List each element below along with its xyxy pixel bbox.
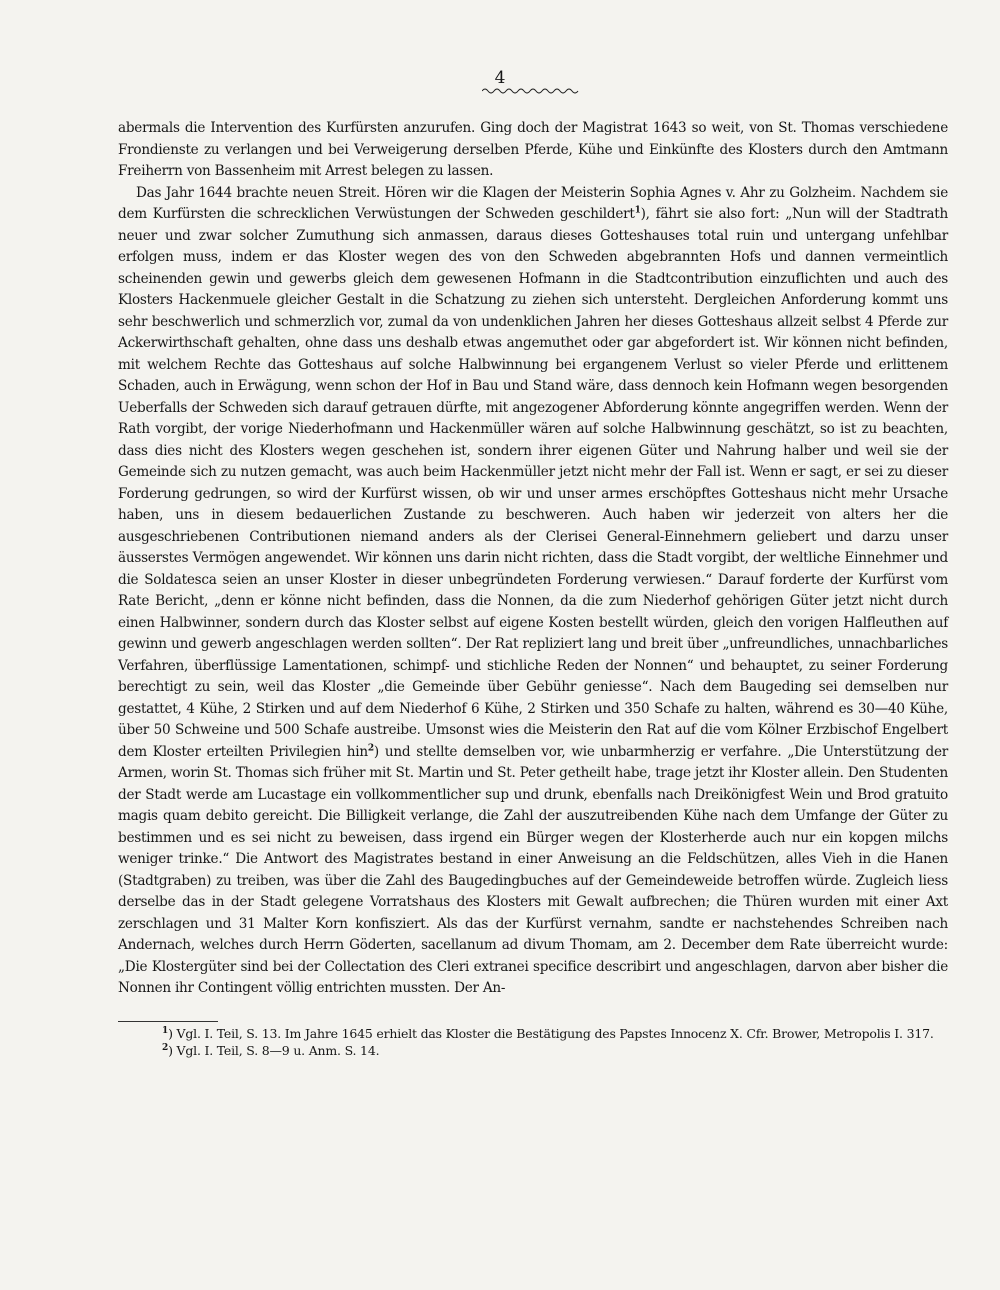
paragraph-2-part-a: Das Jahr 1644 brachte neuen Streit. Hören wir die Klagen der Meisterin Sophia Agnes v. Ahr zu Golzheim. Nachdem sie dem Kurfürsten die schrecklichen Verwüstungen der Schweden geschildert <box>118 184 948 222</box>
paragraph-2-part-b: ), fährt sie also fort: „Nun will der Stadtrath neuer und zwar solcher Zumuthung sich anmassen, daraus dieses Gotteshauses total ruin und untergang unfehlbar erfolgen muss, indem er das Kloster wegen des von den Schweden abgebrannten Hofs und dannen vermeintlich scheinenden gewin und gewerbs gleich dem gewesenen Hofmann in die Stadtcontribution einzuflichten und auch des Klosters Hackenmuele gleicher Gestalt in die Schatzung zu ziehen sich untersteht. Dergleichen Anforderung kommt uns sehr beschwerlich und schmerzlich vor, zumal da von undenklichen Jahren her dieses Gotteshaus allzeit selbst 4 Pferde zur Ackerwirthschaft gehalten, ohne dass uns deshalb etwas angemuthet oder gar abgefordert ist. Wir können nicht befinden, mit welchem Rechte das Gotteshaus auf solche Halbwinnung bei ergangenem Verlust so vieler Pferde und erlittenem Schaden, auch in Erwägung, wenn schon der Hof in Bau und Stand wäre, dass dennoch kein Hofmann wegen besorgenden Ueberfalls der Schweden sich darauf getrauen dürfte, mit angezogener Abforderung könnte angegriffen werden. Wenn der Rath vorgibt, der vorige Niederhofmann und Hackenmüller wären auf solche Halbwinnung geschätzt, so ist zu beachten, dass dies nicht des Klosters wegen geschehen ist, sondern ihrer eigenen Güter und Nahrung halber und weil sie der Gemeinde sich zu nutzen gemacht, was auch beim Hackenmüller jetzt nicht mehr der Fall ist. Wenn er sagt, er sei zu dieser Forderung gedrungen, so wird der Kurfürst wissen, ob wir und unser armes erschöpftes Gotteshaus nicht mehr Ursache haben, uns in diesem bedauerlichen Zustande zu beschweren. Auch haben wir jederzeit von alters her die ausgeschriebenen Contributionen niemand anders als der Clerisei General-Einnehmern geliebert und darzu unser äusserstes Vermögen angewendet. Wir können uns darin nicht richten, dass die Stadt vorgibt, der weltliche Einnehmer und die Soldatesca seien an unser Kloster in dieser unbegründeten Forderung verwiesen.“ Darauf forderte der Kurfürst vom Rate Bericht, „denn er könne nicht befinden, dass die Nonnen, da die zum Niederhof gehörigen Güter jetzt nicht durch einen Halbwinner, sondern durch das Kloster selbst auf eigene Kosten bestellt würden, gleich den vorigen Halfleuthen auf gewinn und gewerb angeschlagen werden sollten“. Der Rat repliziert lang und breit über „unfreundliches, unnachbarliches Verfahren, überflüssige Lamentationen, schimpf- und stichliche Reden der Nonnen“ und behauptet, zu seiner Forderung berechtigt zu sein, weil das Kloster „die Gemeinde über Gebühr geniesse“. Nach dem Baugeding sei demselben nur gestattet, 4 Kühe, 2 Stirken und auf dem Niederhof 6 Kühe, 2 Stirken und 350 Schafe zu halten, während es 30—40 Kühe, über 50 Schweine und 500 Schafe austreibe. Umsonst wies die Meisterin den Rat auf die vom Kölner Erzbischof Engelbert dem Kloster erteilten Privilegien hin <box>118 206 948 760</box>
footnote-ref-2: 2 <box>367 742 374 753</box>
paragraph-2-part-c: ) und stellte demselben vor, wie unbarmherzig er verfahre. „Die Unterstützung der Armen, worin St. Thomas sich früher mit St. Martin und St. Peter getheilt habe, trage jetzt ihr Kloster allein. Den Studenten der Stadt werde am Lucastage ein vollkommentlicher sup und drunk, ebenfalls nach Dreikönigfest Wein und Brod gratuito magis quam debito gereicht. Die Billigkeit verlange, die Zahl der auszutreibenden Kühe nach dem Umfange der Güter zu bestimmen und es sei nicht zu beweisen, dass irgend ein Bürger wegen der Klosterherde auch nur ein kopgen milchs weniger trinke.“ Die Antwort des Magistrates bestand in einer Anweisung an die Feldschützen, alles Vieh in die Hanen (Stadtgraben) zu treiben, was über die Zahl des Baugedingbuches auf der Gemeindeweide betroffen würde. Zugleich liess derselbe das in der Stadt gelegene Vorratshaus des Klosters mit Gewalt aufbrechen; die Thüren wurden mit einer Axt zerschlagen und 31 Malter Korn konfisziert. Als das der Kurfürst vernahm, sandte er nachstehendes Schreiben nach Andernach, welches durch Herrn Göderten, sacellanum ad divum Thomam, am 2. December dem Rate überreicht wurde: „Die Klostergüter sind bei der Collectation des Cleri extranei specifice describirt und angeschlagen, darvon aber bisher die Nonnen ihr Contingent völlig entrichten mussten. Der An- <box>118 743 948 996</box>
footnote-divider <box>118 1021 218 1022</box>
body-text <box>118 118 948 1000</box>
footnote-2-text: ) Vgl. I. Teil, S. 8—9 u. Anm. S. 14. <box>168 1043 380 1058</box>
footnotes <box>118 1026 948 1060</box>
wavy-rule-ornament <box>482 86 582 96</box>
footnote-2 <box>118 1043 948 1059</box>
page-number: 4 <box>494 68 506 88</box>
footnote-1 <box>118 1026 948 1042</box>
paragraph-2 <box>118 183 948 1000</box>
footnote-1-mark: 1 <box>162 1025 169 1036</box>
footnote-ref-1: 1 <box>634 205 641 216</box>
paragraph-1: abermals die Intervention des Kurfürsten anzurufen. Ging doch der Magistrat 1643 so weit, von St. Thomas verschiedene Frondienste zu verlangen und bei Verweigerung derselben Pferde, Kühe und Einkünfte des Klosters durch den Amtmann Freiherrn von Bassenheim mit Arrest belegen zu lassen. <box>118 120 948 179</box>
footnote-2-mark: 2 <box>162 1042 169 1053</box>
footnote-1-text: ) Vgl. I. Teil, S. 13. Im Jahre 1645 erhielt das Kloster die Bestätigung des Papstes Innocenz X. Cfr. Brower, Metropolis I. 317. <box>168 1026 934 1041</box>
